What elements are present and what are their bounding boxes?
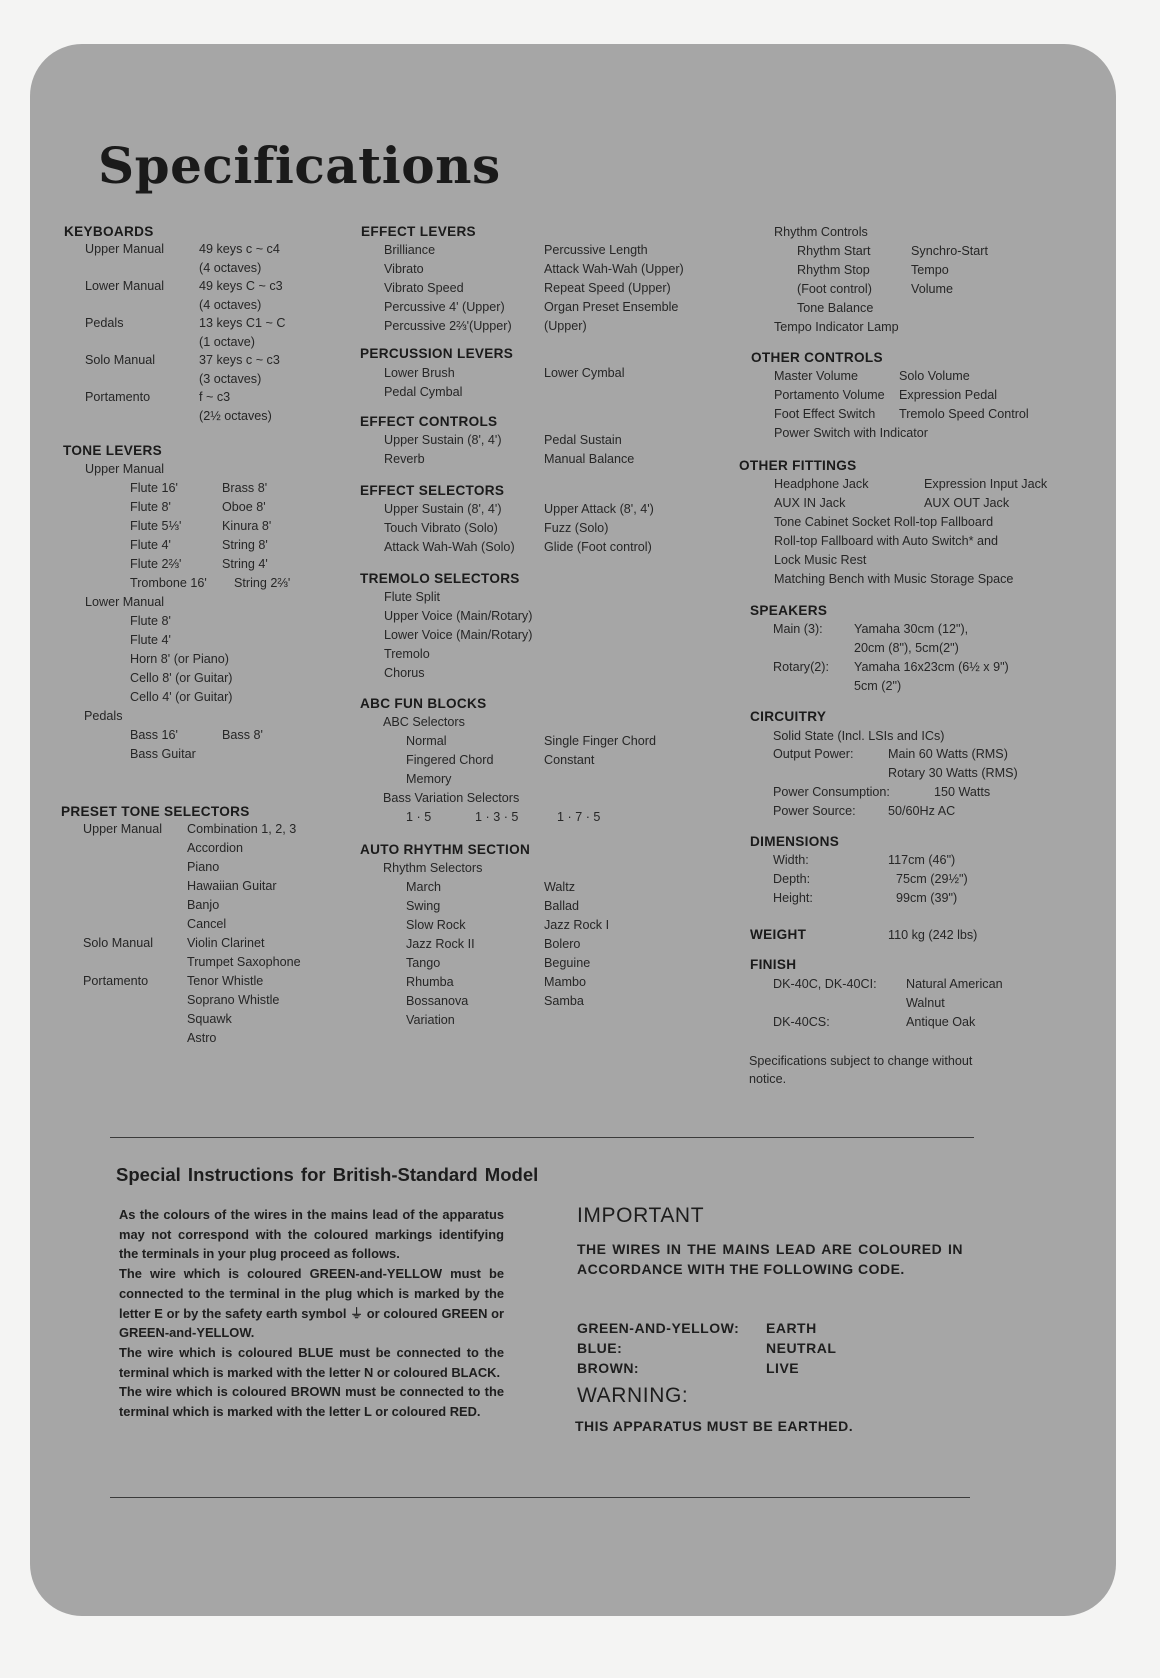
speakers-main-1: Yamaha 30cm (12"), (854, 622, 969, 636)
spec-item: Manual Balance (544, 452, 635, 466)
spec-item: Volume (911, 282, 954, 296)
speakers-main-2: 20cm (8"), 5cm(2") (854, 641, 959, 655)
spec-item: Beguine (544, 956, 591, 970)
spec-item: Fuzz (Solo) (544, 521, 609, 535)
fitting-item: Lock Music Rest (774, 553, 867, 567)
dimension-value: 99cm (39") (896, 891, 958, 905)
spec-item: Expression Input Jack (924, 477, 1048, 491)
preset-item: Astro (187, 1031, 217, 1045)
spec-item: Fingered Chord (406, 753, 494, 767)
tremolo-item: Chorus (384, 666, 425, 680)
tone-lever-item: Oboe 8' (222, 500, 266, 514)
spec-item: Jazz Rock II (406, 937, 475, 951)
preset-item: Combination 1, 2, 3 (187, 822, 297, 836)
rhythm-controls-heading: Rhythm Controls (774, 225, 868, 239)
spec-item: Synchro-Start (911, 244, 988, 258)
tone-lever-item: Bass 8' (222, 728, 263, 742)
instruction-paragraph: The wire which is coloured GREEN-and-YELLOW must be connected to the terminal in the plug which is marked by the letter E or by the safety earth symbol ⏚ or coloured GREEN or GREEN-and-YELLOW. (119, 1266, 504, 1341)
spec-item: Rhythm Start (797, 244, 871, 258)
spec-item: Percussive 4' (Upper) (384, 300, 505, 314)
tempo-lamp: Tempo Indicator Lamp (774, 320, 899, 334)
other-fittings-heading: OTHER FITTINGS (739, 458, 857, 473)
keyboard-label: Solo Manual (85, 353, 156, 367)
circuitry-solid-state: Solid State (Incl. LSIs and ICs) (773, 729, 945, 743)
spec-item: Slow Rock (406, 918, 466, 932)
spec-item: Foot Effect Switch (774, 407, 876, 421)
tone-lever-item: String 8' (222, 538, 268, 552)
circuitry-heading: CIRCUITRY (750, 709, 827, 724)
spec-item: Vibrato (384, 262, 424, 276)
effect-levers-heading: EFFECT LEVERS (361, 224, 476, 239)
speakers-heading: SPEAKERS (750, 603, 828, 618)
speakers-rotary-1: Yamaha 16x23cm (6½ x 9") (854, 660, 1009, 674)
tremolo-selectors-heading: TREMOLO SELECTORS (360, 571, 520, 586)
spec-item: Memory (406, 772, 452, 786)
wire-color: BROWN: (577, 1360, 640, 1376)
abc-selectors-label: ABC Selectors (383, 715, 465, 729)
spec-item: March (406, 880, 441, 894)
keyboard-label: Lower Manual (85, 279, 165, 293)
tone-lever-item: Flute 5⅓' (130, 519, 182, 533)
spec-item: Attack Wah-Wah (Upper) (544, 262, 684, 276)
spec-item: Percussive Length (544, 243, 648, 257)
finish-value-2: Antique Oak (906, 1015, 976, 1029)
preset-group-label: Portamento (83, 974, 149, 988)
spec-item: (Foot control) (797, 282, 872, 296)
spec-item: Attack Wah-Wah (Solo) (384, 540, 515, 554)
output-power-rotary: Rotary 30 Watts (RMS) (888, 766, 1018, 780)
tone-lever-item: String 4' (222, 557, 268, 571)
power-consumption-value: 150 Watts (934, 785, 991, 799)
tone-lever-item: String 2⅔' (234, 576, 291, 590)
tone-lever-item: Flute 4' (130, 538, 171, 552)
tone-lever-item: Flute 8' (130, 500, 171, 514)
spec-item: Tango (406, 956, 441, 970)
tremolo-item: Lower Voice (Main/Rotary) (384, 628, 533, 642)
dimension-label: Width: (773, 853, 809, 867)
british-standard-title: Special Instructions for British-Standard Model (116, 1164, 539, 1185)
tone-lever-item: Brass 8' (222, 481, 268, 495)
spec-item: Rhumba (406, 975, 454, 989)
preset-item: Cancel (187, 917, 227, 931)
fitting-item: Tone Cabinet Socket Roll-top Fallboard (774, 515, 994, 529)
spec-item: AUX IN Jack (774, 496, 846, 510)
power-source-value: 50/60Hz AC (888, 804, 956, 818)
wire-color: BLUE: (577, 1340, 623, 1356)
tremolo-item: Tremolo (384, 647, 430, 661)
tone-lower-manual-label: Lower Manual (85, 595, 165, 609)
spec-item: Tempo (911, 263, 949, 277)
keyboard-value: 13 keys C1 ~ C (199, 316, 286, 330)
finish-model-2: DK-40CS: (773, 1015, 830, 1029)
spec-item: Upper Sustain (8', 4') (384, 433, 502, 447)
tone-lever-item: Bass Guitar (130, 747, 196, 761)
tremolo-item: Flute Split (384, 590, 440, 604)
weight-heading: WEIGHT (750, 927, 807, 942)
keyboard-label: Portamento (85, 390, 151, 404)
spec-item: Bossanova (406, 994, 469, 1008)
wire-color: GREEN-AND-YELLOW: (577, 1320, 740, 1336)
rhythm-selectors-label: Rhythm Selectors (383, 861, 483, 875)
keyboard-label: Upper Manual (85, 242, 165, 256)
speakers-main-label: Main (3): (773, 622, 823, 636)
weight-value: 110 kg (242 lbs) (888, 928, 978, 942)
speakers-rotary-2: 5cm (2") (854, 679, 902, 693)
tone-pedals-label: Pedals (84, 709, 123, 723)
effect-selectors-heading: EFFECT SELECTORS (360, 483, 505, 498)
spec-item: Portamento Volume (774, 388, 885, 402)
keyboard-note: (1 octave) (199, 335, 255, 349)
spec-item: Repeat Speed (Upper) (544, 281, 671, 295)
spec-item: Swing (406, 899, 441, 913)
spec-item: Waltz (544, 880, 576, 894)
spec-item: Reverb (384, 452, 425, 466)
tone-lever-item: Horn 8' (or Piano) (130, 652, 229, 666)
spec-item: Samba (544, 994, 584, 1008)
spec-item: Brilliance (384, 243, 436, 257)
tone-lever-item: Cello 8' (or Guitar) (130, 671, 233, 685)
spec-item: Headphone Jack (774, 477, 869, 491)
power-source-label: Power Source: (773, 804, 856, 818)
spec-item: Pedal Cymbal (384, 385, 463, 399)
auto-rhythm-heading: AUTO RHYTHM SECTION (360, 842, 531, 857)
bass-variation-item: 1 · 7 · 5 (557, 810, 601, 824)
spec-item: Mambo (544, 975, 586, 989)
bass-variation-item: 1 · 3 · 5 (475, 810, 519, 824)
important-heading: IMPORTANT (577, 1204, 705, 1227)
preset-item: Trumpet Saxophone (187, 955, 301, 969)
bottom-divider (110, 1497, 970, 1498)
spec-item: Glide (Foot control) (544, 540, 652, 554)
keyboard-note: (4 octaves) (199, 298, 262, 312)
keyboard-value: 49 keys c ~ c4 (199, 242, 280, 256)
keyboard-label: Pedals (85, 316, 124, 330)
output-power-label: Output Power: (773, 747, 854, 761)
fitting-item: Matching Bench with Music Storage Space (774, 572, 1014, 586)
keyboard-value: 37 keys c ~ c3 (199, 353, 280, 367)
spec-item: Upper Sustain (8', 4') (384, 502, 502, 516)
spec-item: (Upper) (544, 319, 587, 333)
instruction-paragraph: The wire which is coloured BROWN must be connected to the terminal which is marked with the letter L or coloured RED. (119, 1384, 504, 1420)
spec-item: Rhythm Stop (797, 263, 870, 277)
other-controls-heading: OTHER CONTROLS (751, 350, 883, 365)
finish-value-1a: Natural American (906, 977, 1003, 991)
tone-lever-item: Kinura 8' (222, 519, 272, 533)
spec-item: Pedal Sustain (544, 433, 622, 447)
preset-item: Soprano Whistle (187, 993, 280, 1007)
wire-terminal: LIVE (766, 1360, 800, 1376)
spec-item: Lower Cymbal (544, 366, 625, 380)
tone-levers-heading: TONE LEVERS (63, 443, 162, 458)
finish-value-1b: Walnut (906, 996, 945, 1010)
power-switch: Power Switch with Indicator (774, 426, 928, 440)
preset-item: Accordion (187, 841, 244, 855)
important-text: THE WIRES IN THE MAINS LEAD ARE COLOURED IN ACCORDANCE WITH THE FOLLOWING CODE. (577, 1241, 963, 1277)
preset-item: Squawk (187, 1012, 232, 1026)
preset-tone-heading: PRESET TONE SELECTORS (61, 804, 250, 819)
tone-lever-item: Flute 16' (130, 481, 178, 495)
preset-group-label: Upper Manual (83, 822, 163, 836)
power-consumption-label: Power Consumption: (773, 785, 890, 799)
instruction-paragraph: The wire which is coloured BLUE must be connected to the terminal which is marked with the letter N or coloured BLACK. (119, 1344, 504, 1380)
spec-item: Ballad (544, 899, 580, 913)
warning-text: THIS APPARATUS MUST BE EARTHED. (575, 1418, 854, 1434)
keyboard-note: (2½ octaves) (199, 409, 272, 423)
finish-model-1: DK-40C, DK-40CI: (773, 977, 877, 991)
tone-lever-item: Flute 4' (130, 633, 171, 647)
wire-terminal: EARTH (766, 1320, 817, 1336)
preset-item: Violin Clarinet (187, 936, 265, 950)
spec-item: Solo Volume (899, 369, 970, 383)
keyboard-note: (4 octaves) (199, 261, 262, 275)
spec-item: Vibrato Speed (384, 281, 464, 295)
top-divider (110, 1137, 974, 1138)
spec-item: Tone Balance (797, 301, 874, 315)
tremolo-item: Upper Voice (Main/Rotary) (384, 609, 533, 623)
spec-item: Normal (406, 734, 447, 748)
dimension-label: Depth: (773, 872, 811, 886)
dimension-value: 75cm (29½") (896, 872, 968, 886)
spec-item: Master Volume (774, 369, 858, 383)
spec-item: Lower Brush (384, 366, 455, 380)
tone-lever-item: Cello 4' (or Guitar) (130, 690, 233, 704)
spec-item: Expression Pedal (899, 388, 998, 402)
change-note-line-2: notice. (749, 1072, 787, 1086)
preset-group-label: Solo Manual (83, 936, 154, 950)
bass-variation-label: Bass Variation Selectors (383, 791, 520, 805)
warning-heading: WARNING: (577, 1384, 689, 1407)
keyboard-value: f ~ c3 (199, 390, 231, 404)
keyboards-heading: KEYBOARDS (64, 224, 154, 239)
dimensions-heading: DIMENSIONS (750, 834, 840, 849)
effect-controls-heading: EFFECT CONTROLS (360, 414, 498, 429)
spec-item: Upper Attack (8', 4') (544, 502, 654, 516)
fitting-item: Roll-top Fallboard with Auto Switch* and (774, 534, 999, 548)
instruction-paragraph: As the colours of the wires in the mains lead of the apparatus may not correspond with the coloured markings identifying the terminals in your plug proceed as follows. (119, 1207, 504, 1262)
bass-variation-item: 1 · 5 (406, 810, 432, 824)
wire-terminal: NEUTRAL (766, 1340, 837, 1356)
tone-lever-item: Flute 8' (130, 614, 171, 628)
preset-item: Hawaiian Guitar (187, 879, 277, 893)
abc-heading: ABC FUN BLOCKS (360, 696, 487, 711)
tone-upper-manual-label: Upper Manual (85, 462, 165, 476)
tone-lever-item: Trombone 16' (130, 576, 207, 590)
spec-item: Tremolo Speed Control (899, 407, 1029, 421)
spec-item: Jazz Rock I (544, 918, 610, 932)
preset-item: Tenor Whistle (187, 974, 264, 988)
tone-lever-item: Flute 2⅔' (130, 557, 182, 571)
dimension-label: Height: (773, 891, 813, 905)
percussion-levers-heading: PERCUSSION LEVERS (360, 346, 514, 361)
spec-item: Single Finger Chord (544, 734, 657, 748)
dimension-value: 117cm (46") (888, 853, 956, 867)
spec-item: Variation (406, 1013, 455, 1027)
british-instructions (119, 1205, 504, 1422)
preset-item: Piano (187, 860, 220, 874)
tone-lever-item: Bass 16' (130, 728, 178, 742)
change-note-line-1: Specifications subject to change without (749, 1054, 973, 1068)
finish-heading: FINISH (750, 957, 797, 972)
spec-item: Touch Vibrato (Solo) (384, 521, 498, 535)
spec-item: Percussive 2⅔'(Upper) (384, 319, 512, 333)
keyboard-value: 49 keys C ~ c3 (199, 279, 283, 293)
page-title: Specifications (98, 136, 501, 195)
spec-item: Organ Preset Ensemble (544, 300, 679, 314)
output-power-main: Main 60 Watts (RMS) (888, 747, 1008, 761)
spec-item: Bolero (544, 937, 581, 951)
keyboard-note: (3 octaves) (199, 372, 262, 386)
preset-item: Banjo (187, 898, 220, 912)
speakers-rotary-label: Rotary(2): (773, 660, 829, 674)
spec-item: AUX OUT Jack (924, 496, 1010, 510)
spec-item: Constant (544, 753, 595, 767)
